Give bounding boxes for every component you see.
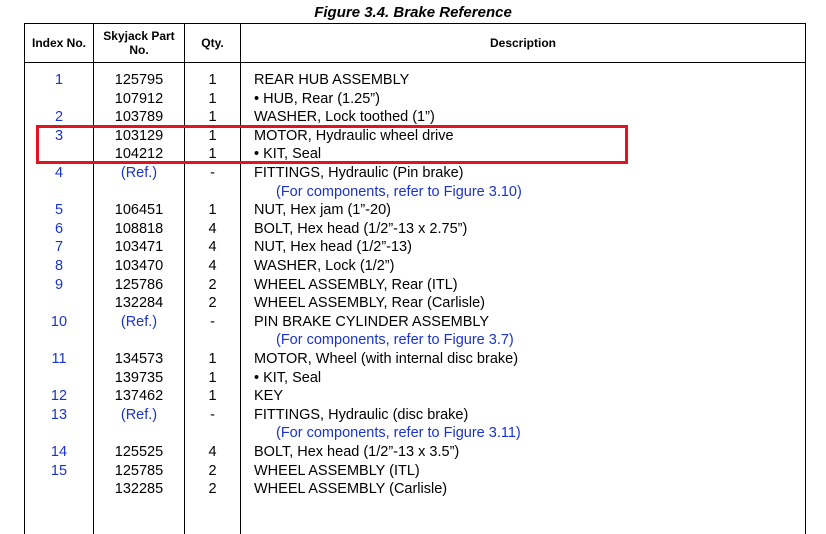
part-no-cell: 104212 <box>114 146 164 163</box>
table-row <box>25 164 805 183</box>
description-cell: (For components, refer to Figure 3.10) <box>276 183 522 200</box>
index-cell: 4 <box>54 165 64 181</box>
description-cell: FITTINGS, Hydraulic (Pin brake) <box>254 165 464 181</box>
index-cell: 3 <box>54 127 64 144</box>
part-no-cell: 125786 <box>114 276 164 293</box>
part-no-cell: 103129 <box>114 127 164 144</box>
index-cell: 12 <box>50 388 68 405</box>
table-row <box>25 90 805 109</box>
parts-table <box>24 23 806 534</box>
index-cell: 2 <box>54 109 64 126</box>
description-cell: WHEEL ASSEMBLY, Rear (Carlisle) <box>254 295 485 312</box>
table-row <box>25 443 805 462</box>
figure-title: Figure 3.4. Brake Reference <box>314 4 512 21</box>
description-cell: WASHER, Lock toothed (1”) <box>254 109 435 126</box>
description-cell: KEY <box>254 388 284 405</box>
part-no-cell: 125795 <box>114 72 164 88</box>
part-no-cell: 103471 <box>114 239 164 256</box>
description-cell: • KIT, Seal <box>254 146 322 163</box>
part-no-cell: 107912 <box>114 90 164 107</box>
table-row <box>25 480 805 499</box>
index-cell: 10 <box>50 313 68 330</box>
qty-cell: 1 <box>208 72 217 88</box>
qty-cell: 1 <box>208 90 217 107</box>
part-no-cell: 125785 <box>114 462 164 479</box>
part-no-cell: 132284 <box>114 295 164 312</box>
table-row <box>25 201 805 220</box>
description-cell: FITTINGS, Hydraulic (disc brake) <box>254 406 469 423</box>
description-cell: BOLT, Hex head (1/2”-13 x 2.75”) <box>254 220 468 237</box>
qty-cell: 4 <box>208 258 217 274</box>
table-row <box>25 276 805 295</box>
header-divider <box>25 62 805 63</box>
qty-cell: 1 <box>208 146 217 163</box>
table-row <box>25 406 805 425</box>
index-cell: 1 <box>54 72 64 88</box>
description-cell: MOTOR, Hydraulic wheel drive <box>254 127 454 144</box>
qty-cell: 2 <box>208 462 217 479</box>
qty-cell: 1 <box>208 388 217 405</box>
index-cell: 5 <box>54 202 64 219</box>
qty-cell: 2 <box>208 276 217 293</box>
qty-cell: 1 <box>208 109 217 126</box>
qty-cell: 1 <box>208 351 217 367</box>
part-no-cell: 134573 <box>114 351 164 367</box>
qty-cell: 1 <box>208 127 217 144</box>
description-cell: PIN BRAKE CYLINDER ASSEMBLY <box>254 313 490 330</box>
part-no-cell: 103789 <box>114 109 164 126</box>
qty-cell: 1 <box>208 369 217 386</box>
table-row <box>25 220 805 239</box>
qty-cell: 1 <box>208 202 217 219</box>
qty-cell: - <box>210 313 215 330</box>
index-cell: 9 <box>54 276 64 293</box>
description-cell: NUT, Hex head (1/2”-13) <box>254 239 412 256</box>
qty-cell: 4 <box>208 220 217 237</box>
description-cell: (For components, refer to Figure 3.7) <box>276 332 514 349</box>
highlight-box <box>36 125 628 164</box>
description-cell: NUT, Hex jam (1”-20) <box>254 202 391 219</box>
index-cell: 13 <box>50 406 68 423</box>
index-cell: 14 <box>50 444 68 460</box>
index-cell: 11 <box>51 351 67 367</box>
part-no-cell: 132285 <box>114 481 164 498</box>
description-cell: WHEEL ASSEMBLY, Rear (ITL) <box>254 276 458 293</box>
table-row <box>25 462 805 481</box>
table-row <box>25 183 805 202</box>
index-cell: 15 <box>50 462 68 479</box>
header-index: Index No. <box>31 36 86 50</box>
qty-cell: 2 <box>208 295 217 312</box>
table-row <box>25 257 805 276</box>
description-cell: MOTOR, Wheel (with internal disc brake) <box>254 351 519 367</box>
table-row <box>25 294 805 313</box>
table-row <box>25 108 805 127</box>
description-cell: • KIT, Seal <box>254 369 322 386</box>
table-row <box>25 313 805 332</box>
part-no-cell: (Ref.) <box>120 165 158 181</box>
table-row <box>25 331 805 350</box>
header-description: Description <box>489 36 556 50</box>
qty-cell: - <box>210 165 215 181</box>
index-cell: 6 <box>54 220 64 237</box>
description-cell: REAR HUB ASSEMBLY <box>254 72 410 88</box>
qty-cell: - <box>210 406 215 423</box>
description-cell: • HUB, Rear (1.25”) <box>254 90 380 107</box>
index-cell: 7 <box>54 239 64 256</box>
table-row <box>25 71 805 90</box>
part-no-cell: 139735 <box>114 369 164 386</box>
index-cell: 8 <box>54 258 64 274</box>
part-no-cell: 108818 <box>114 220 164 237</box>
description-cell: WHEEL ASSEMBLY (Carlisle) <box>254 481 448 498</box>
part-no-cell: (Ref.) <box>120 313 158 330</box>
table-row <box>25 424 805 443</box>
qty-cell: 4 <box>208 239 217 256</box>
part-no-cell: 106451 <box>114 202 164 219</box>
part-no-cell: (Ref.) <box>120 406 158 423</box>
description-cell: BOLT, Hex head (1/2”-13 x 3.5”) <box>254 444 460 460</box>
qty-cell: 2 <box>208 481 217 498</box>
part-no-cell: 125525 <box>114 444 164 460</box>
description-cell: WHEEL ASSEMBLY (ITL) <box>254 462 420 479</box>
description-cell: (For components, refer to Figure 3.11) <box>276 425 521 442</box>
part-no-cell: 103470 <box>114 258 164 274</box>
table-row <box>25 369 805 388</box>
description-cell: WASHER, Lock (1/2”) <box>254 258 395 274</box>
qty-cell: 4 <box>208 444 217 460</box>
table-row <box>25 238 805 257</box>
part-no-cell: 137462 <box>114 388 164 405</box>
table-row <box>25 387 805 406</box>
header-part-no: Skyjack Part No. <box>103 29 175 57</box>
header-qty: Qty. <box>201 36 224 50</box>
table-row <box>25 350 805 369</box>
